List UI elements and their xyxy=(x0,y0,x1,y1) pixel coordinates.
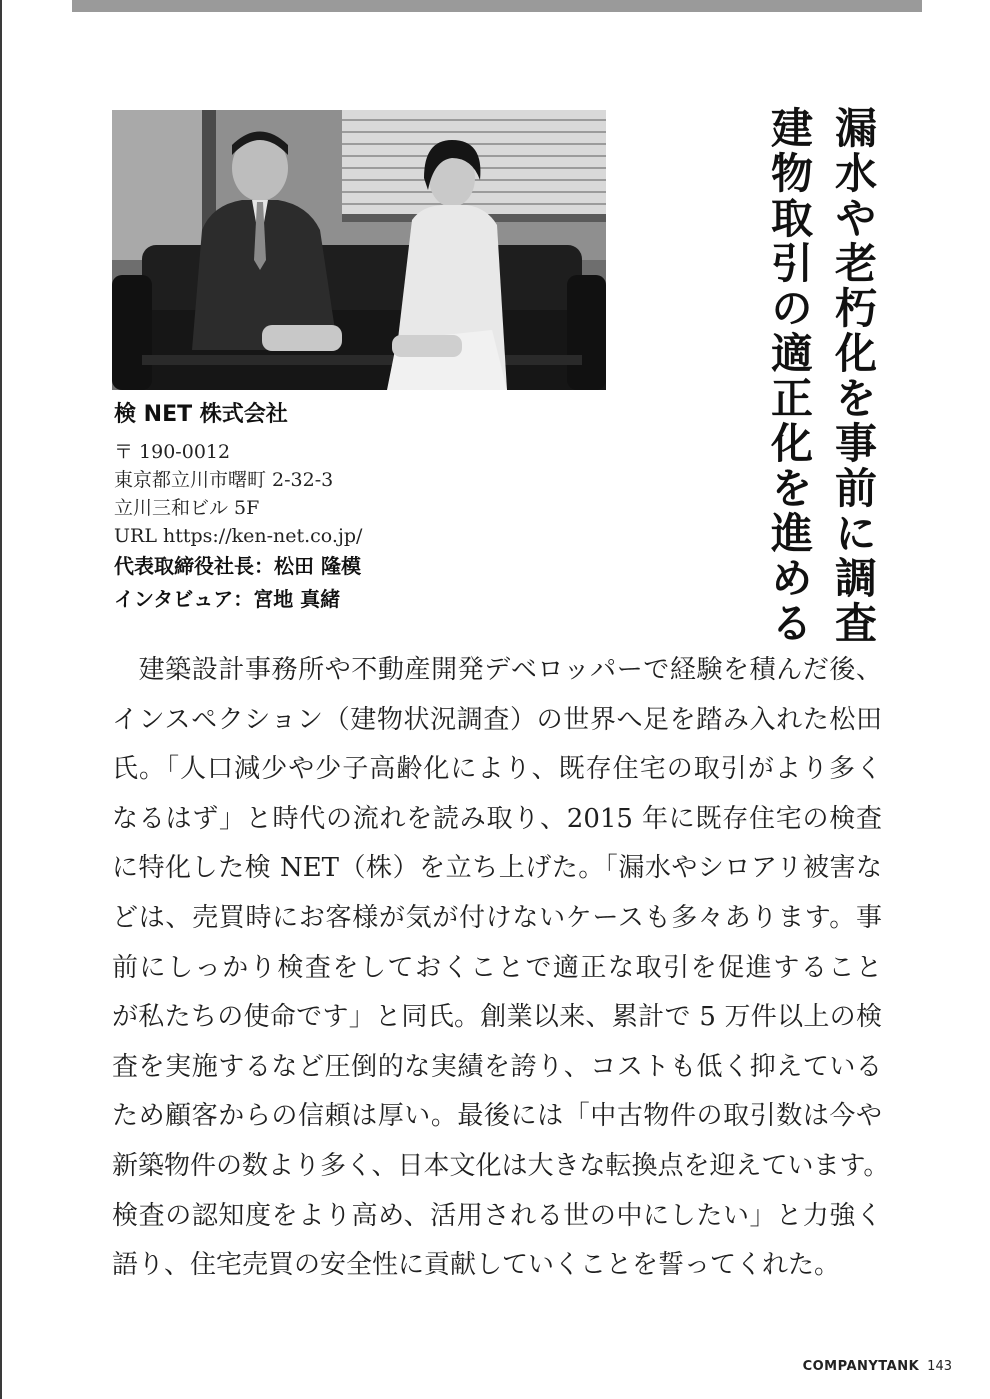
page-footer xyxy=(803,1359,952,1383)
body-line: インスペクション（建物状況調査）の世界へ足を踏み入れた松田 xyxy=(112,704,882,735)
interview-photo xyxy=(112,110,606,390)
body-line: に特化した検 NET（株）を立ち上げた。「漏水やシロアリ被害な xyxy=(112,853,882,884)
address-line-2: 立川三和ビル 5F xyxy=(114,497,260,519)
ceo-name: 代表取締役社長：松田 隆模 xyxy=(114,554,361,578)
body-line: 査を実施するなど圧倒的な実績を誇り、コストも低く抑えている xyxy=(112,1051,882,1082)
page-number: 143 xyxy=(927,1359,952,1374)
body-line: 前にしっかり検査をしておくことで適正な取引を促進すること xyxy=(112,952,882,983)
page-left-border xyxy=(0,0,2,1399)
company-name: 検 NET 株式会社 xyxy=(114,402,288,427)
interviewer-name: インタビュア：宮地 真緒 xyxy=(114,587,341,611)
body-line: 検査の認知度をより高め、活用される世の中にしたい」と力強く xyxy=(112,1200,882,1231)
body-line: 氏。「人口減少や少子高齢化により、既存住宅の取引がより多く xyxy=(112,754,882,785)
address-line-1: 東京都立川市曙町 2-32-3 xyxy=(114,469,334,491)
body-line: なるはず」と時代の流れを読み取り、2015 年に既存住宅の検査 xyxy=(112,803,882,834)
body-line: ため顧客からの信頼は厚い。最後には「中古物件の取引数は今や xyxy=(112,1101,882,1132)
body-line: 語り、住宅売買の安全性に貢献していくことを誓ってくれた。 xyxy=(112,1250,841,1281)
company-info xyxy=(114,400,534,616)
company-url[interactable]: URL https://ken-net.co.jp/ xyxy=(114,525,363,547)
body-line: どは、売買時にお客様が気が付けないケースも多々あります。事 xyxy=(112,902,882,933)
body-line: 新築物件の数より多く、日本文化は大きな転換点を迎えています。 xyxy=(112,1150,890,1181)
headline-line-2: 建物取引の適正化を進める xyxy=(765,106,814,646)
top-header-bar xyxy=(72,0,922,12)
body-line: が私たちの使命です」と同氏。創業以来、累計で 5 万件以上の検 xyxy=(112,1002,882,1033)
body-line: 建築設計事務所や不動産開発デベロッパーで経験を積んだ後、 xyxy=(112,655,882,685)
headline-line-1: 漏水や老朽化を事前に調査 xyxy=(829,106,878,646)
magazine-brand: COMPANYTANK xyxy=(802,1359,920,1374)
article-body xyxy=(112,646,890,1291)
postal-code: 〒 190-0012 xyxy=(114,441,231,463)
